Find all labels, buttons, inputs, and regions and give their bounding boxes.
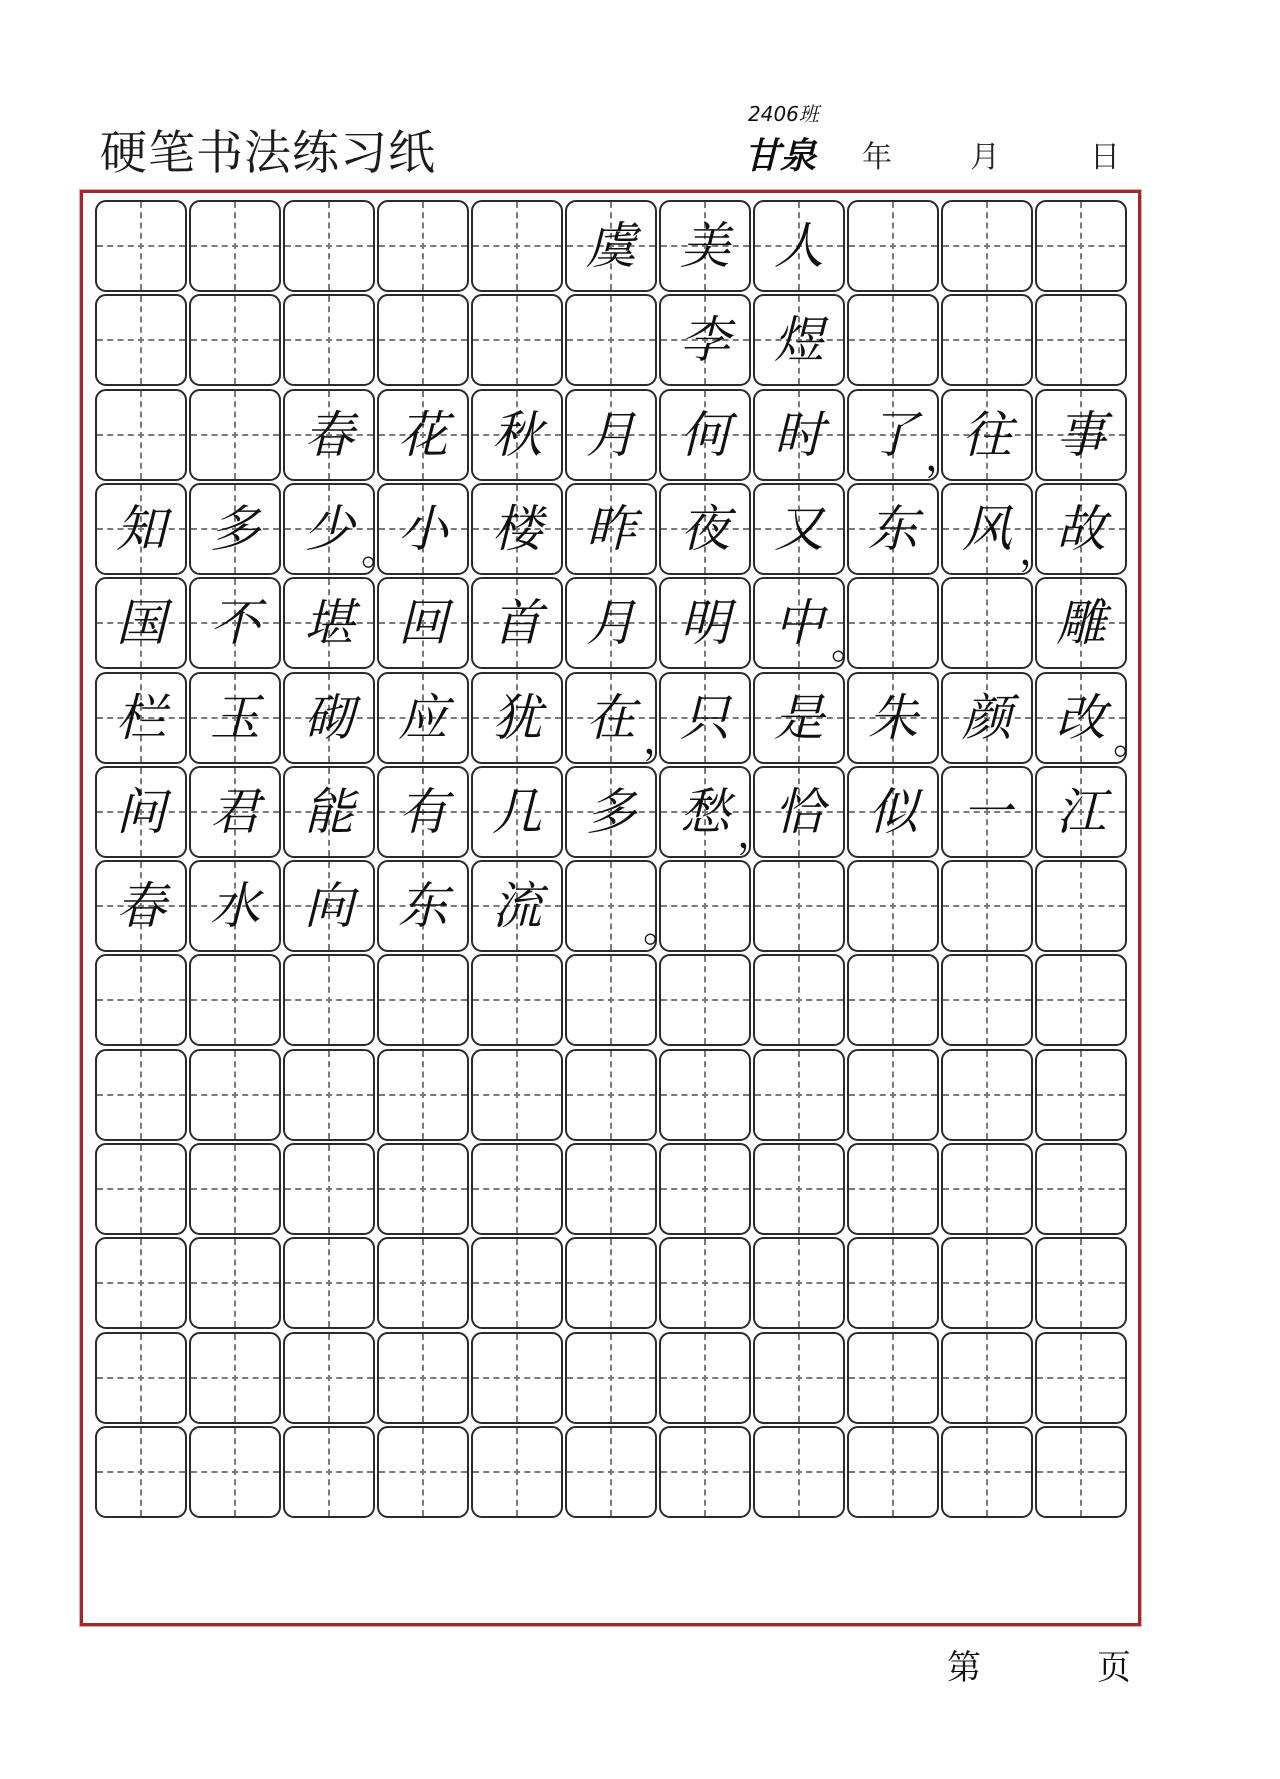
handwritten-character: 故 xyxy=(1056,500,1106,558)
handwritten-character: 李 xyxy=(680,311,730,369)
handwritten-character: 雕 xyxy=(1056,594,1106,652)
handwritten-character: 昨 xyxy=(586,500,636,558)
grid-cell xyxy=(753,1237,845,1329)
handwritten-character: 恰 xyxy=(774,783,824,841)
handwritten-character: 多 xyxy=(586,783,636,841)
handwritten-character: 江 xyxy=(1056,783,1106,841)
handwritten-character: 朱 xyxy=(868,689,918,747)
handwritten-character: 月 xyxy=(586,406,636,464)
grid-cell xyxy=(941,860,1033,952)
grid-cell xyxy=(847,1143,939,1235)
date-day-label: 日 xyxy=(1090,140,1120,175)
grid-cell xyxy=(941,577,1033,669)
grid-cell xyxy=(1035,1049,1127,1141)
grid-cell xyxy=(753,954,845,1046)
grid-cell xyxy=(377,389,469,481)
handwritten-character: 煜 xyxy=(774,311,824,369)
grid-cell xyxy=(95,577,187,669)
grid-cell xyxy=(847,200,939,292)
grid-cell xyxy=(847,294,939,386)
handwritten-character: 砌 xyxy=(304,689,354,747)
grid-cell xyxy=(377,1237,469,1329)
grid-cell xyxy=(189,860,281,952)
grid-cell xyxy=(283,294,375,386)
grid-cell xyxy=(189,483,281,575)
grid-cell xyxy=(189,577,281,669)
grid-cell xyxy=(753,860,845,952)
grid-cell xyxy=(941,672,1033,764)
grid-cell xyxy=(847,672,939,764)
grid-cell xyxy=(659,954,751,1046)
handwritten-character: 东 xyxy=(398,877,448,935)
handwritten-character: 夜 xyxy=(680,500,730,558)
page-prefix-label: 第 xyxy=(947,1648,981,1688)
grid-cell xyxy=(95,766,187,858)
grid-cell xyxy=(565,294,657,386)
grid-cell xyxy=(753,294,845,386)
grid-cell xyxy=(847,483,939,575)
grid-cell xyxy=(95,672,187,764)
handwritten-character: 应 xyxy=(398,689,448,747)
handwritten-character: 风 xyxy=(962,500,1012,558)
grid-cell xyxy=(377,766,469,858)
grid-cell xyxy=(471,1426,563,1518)
handwritten-character: 只 xyxy=(680,689,730,747)
grid-cell xyxy=(659,1426,751,1518)
grid-cell xyxy=(283,200,375,292)
handwritten-character: 了 xyxy=(868,406,918,464)
grid-cell xyxy=(471,1237,563,1329)
grid-cell xyxy=(95,1426,187,1518)
handwritten-character: 明 xyxy=(680,594,730,652)
handwritten-character: 月 xyxy=(586,594,636,652)
grid-cell xyxy=(95,294,187,386)
grid-cell xyxy=(283,1049,375,1141)
handwritten-character: 不 xyxy=(210,594,260,652)
grid-cell xyxy=(283,954,375,1046)
grid-cell xyxy=(471,1143,563,1235)
handwritten-character: 人 xyxy=(774,217,824,275)
handwritten-character: 楼 xyxy=(492,500,542,558)
grid-cell xyxy=(377,672,469,764)
grid-cell xyxy=(565,954,657,1046)
handwritten-character: 玉 xyxy=(210,689,260,747)
grid-cell xyxy=(1035,577,1127,669)
handwritten-character: 愁 xyxy=(680,783,730,841)
grid-cell xyxy=(1035,389,1127,481)
handwritten-character: 花 xyxy=(398,406,448,464)
handwritten-character: 何 xyxy=(680,406,730,464)
grid-cell xyxy=(565,577,657,669)
grid-cell xyxy=(941,1237,1033,1329)
grid-cell xyxy=(95,483,187,575)
grid-cell xyxy=(1035,1332,1127,1424)
grid-cell xyxy=(95,1143,187,1235)
grid-cell xyxy=(377,577,469,669)
grid-cell xyxy=(565,1426,657,1518)
handwritten-character: 改 xyxy=(1056,689,1106,747)
grid-cell xyxy=(283,672,375,764)
grid-cell xyxy=(659,389,751,481)
grid-cell xyxy=(377,1332,469,1424)
handwritten-character: 是 xyxy=(774,689,824,747)
handwritten-character: 知 xyxy=(116,500,166,558)
punctuation-mark: ， xyxy=(925,434,965,480)
grid-cell xyxy=(659,200,751,292)
punctuation-mark: 。 xyxy=(831,622,871,668)
grid-cell xyxy=(565,1332,657,1424)
grid-cell xyxy=(1035,200,1127,292)
grid-cell xyxy=(659,1237,751,1329)
grid-cell xyxy=(471,860,563,952)
grid-cell xyxy=(189,389,281,481)
grid-cell xyxy=(659,1143,751,1235)
grid-cell xyxy=(471,577,563,669)
handwritten-character: 往 xyxy=(962,406,1012,464)
grid-cell xyxy=(471,200,563,292)
punctuation-mark: ， xyxy=(737,811,777,857)
grid-cell xyxy=(471,483,563,575)
grid-cell xyxy=(189,1143,281,1235)
handwritten-character: 小 xyxy=(398,500,448,558)
punctuation-mark: 。 xyxy=(643,905,683,951)
handwritten-character: 中 xyxy=(774,594,824,652)
grid-cell xyxy=(283,389,375,481)
grid-cell xyxy=(565,1237,657,1329)
grid-cell xyxy=(565,766,657,858)
handwritten-character: 虞 xyxy=(586,217,636,275)
grid-cell xyxy=(565,389,657,481)
grid-cell xyxy=(471,389,563,481)
grid-cell xyxy=(377,200,469,292)
handwritten-character: 春 xyxy=(304,406,354,464)
handwritten-character: 多 xyxy=(210,500,260,558)
grid-cell xyxy=(753,1332,845,1424)
grid-cell xyxy=(471,672,563,764)
grid-cell xyxy=(377,860,469,952)
grid-cell xyxy=(941,200,1033,292)
handwritten-character: 有 xyxy=(398,783,448,841)
handwritten-character: 流 xyxy=(492,877,542,935)
grid-cell xyxy=(471,1332,563,1424)
grid-cell xyxy=(659,577,751,669)
grid-cell xyxy=(283,577,375,669)
grid-cell xyxy=(377,954,469,1046)
grid-cell xyxy=(941,1049,1033,1141)
grid-cell xyxy=(565,1143,657,1235)
grid-cell xyxy=(189,1426,281,1518)
handwritten-character: 犹 xyxy=(492,689,542,747)
grid-cell xyxy=(95,860,187,952)
grid-cell xyxy=(659,1049,751,1141)
handwritten-character: 国 xyxy=(116,594,166,652)
page-suffix-label: 页 xyxy=(1097,1648,1131,1688)
paper-title: 硬笔书法练习纸 xyxy=(100,126,436,181)
grid-cell xyxy=(1035,766,1127,858)
grid-cell xyxy=(847,1049,939,1141)
grid-cell xyxy=(1035,860,1127,952)
handwritten-character: 美 xyxy=(680,217,730,275)
handwritten-character: 事 xyxy=(1056,406,1106,464)
grid-cell xyxy=(659,1332,751,1424)
grid-cell xyxy=(847,766,939,858)
grid-cell xyxy=(941,766,1033,858)
writer-name: 甘泉 xyxy=(744,135,817,177)
grid-cell xyxy=(1035,1426,1127,1518)
handwritten-character: 向 xyxy=(304,877,354,935)
handwritten-character: 堪 xyxy=(304,594,354,652)
grid-cell xyxy=(377,1049,469,1141)
grid-cell xyxy=(189,200,281,292)
grid-cell xyxy=(941,1332,1033,1424)
grid-cell xyxy=(565,483,657,575)
grid-cell xyxy=(941,1426,1033,1518)
grid-cell xyxy=(471,954,563,1046)
grid-cell xyxy=(659,483,751,575)
punctuation-mark: ， xyxy=(643,717,683,763)
punctuation-mark: ， xyxy=(1019,528,1059,574)
grid-cell xyxy=(471,766,563,858)
grid-cell xyxy=(471,1049,563,1141)
grid-cell xyxy=(753,1049,845,1141)
grid-cell xyxy=(1035,1143,1127,1235)
handwritten-character: 首 xyxy=(492,594,542,652)
handwritten-character: 一 xyxy=(962,783,1012,841)
grid-cell xyxy=(95,200,187,292)
handwritten-character: 问 xyxy=(116,783,166,841)
handwritten-character: 君 xyxy=(210,783,260,841)
handwritten-character: 秋 xyxy=(492,406,542,464)
grid-cell xyxy=(847,954,939,1046)
grid-cell xyxy=(283,766,375,858)
punctuation-mark: 。 xyxy=(1113,717,1153,763)
handwritten-character: 东 xyxy=(868,500,918,558)
grid-cell xyxy=(95,1049,187,1141)
grid-cell xyxy=(941,954,1033,1046)
grid-cell xyxy=(847,1332,939,1424)
date-month-label: 月 xyxy=(970,140,1000,175)
handwritten-character: 时 xyxy=(774,406,824,464)
grid-cell xyxy=(753,1143,845,1235)
grid-cell xyxy=(565,200,657,292)
grid-cell xyxy=(753,389,845,481)
grid-cell xyxy=(189,766,281,858)
handwritten-character: 在 xyxy=(586,689,636,747)
grid-cell xyxy=(847,860,939,952)
grid-cell xyxy=(847,1426,939,1518)
grid-cell xyxy=(377,1143,469,1235)
handwritten-character: 又 xyxy=(774,500,824,558)
grid-cell xyxy=(753,1426,845,1518)
grid-cell xyxy=(941,294,1033,386)
handwritten-character: 少 xyxy=(304,500,354,558)
grid-cell xyxy=(189,1332,281,1424)
handwritten-character: 几 xyxy=(492,783,542,841)
grid-cell xyxy=(753,200,845,292)
grid-cell xyxy=(95,1332,187,1424)
handwritten-character: 回 xyxy=(398,594,448,652)
grid-cell xyxy=(1035,1237,1127,1329)
handwritten-character: 水 xyxy=(210,877,260,935)
class-note: 2406班 xyxy=(748,102,819,126)
grid-cell xyxy=(471,294,563,386)
grid-cell xyxy=(565,1049,657,1141)
grid-cell xyxy=(189,294,281,386)
grid-cell xyxy=(283,1143,375,1235)
grid-cell xyxy=(189,672,281,764)
grid-cell xyxy=(1035,954,1127,1046)
grid-cell xyxy=(95,389,187,481)
grid-cell xyxy=(377,294,469,386)
grid-cell xyxy=(753,672,845,764)
punctuation-mark: 。 xyxy=(361,528,401,574)
date-year-label: 年 xyxy=(862,140,892,175)
handwritten-character: 春 xyxy=(116,877,166,935)
grid-cell xyxy=(283,860,375,952)
handwritten-character: 似 xyxy=(868,783,918,841)
grid-cell xyxy=(659,294,751,386)
grid-cell xyxy=(189,1237,281,1329)
handwritten-character: 能 xyxy=(304,783,354,841)
grid-cell xyxy=(189,1049,281,1141)
grid-cell xyxy=(847,1237,939,1329)
grid-cell xyxy=(283,1237,375,1329)
grid-cell xyxy=(753,483,845,575)
grid-cell xyxy=(1035,294,1127,386)
grid-cell xyxy=(283,1426,375,1518)
handwritten-character: 颜 xyxy=(962,689,1012,747)
grid-cell xyxy=(95,954,187,1046)
grid-cell xyxy=(941,1143,1033,1235)
handwritten-character: 栏 xyxy=(116,689,166,747)
grid-cell xyxy=(377,1426,469,1518)
grid-cell xyxy=(189,954,281,1046)
grid-cell xyxy=(283,1332,375,1424)
grid-cell xyxy=(95,1237,187,1329)
